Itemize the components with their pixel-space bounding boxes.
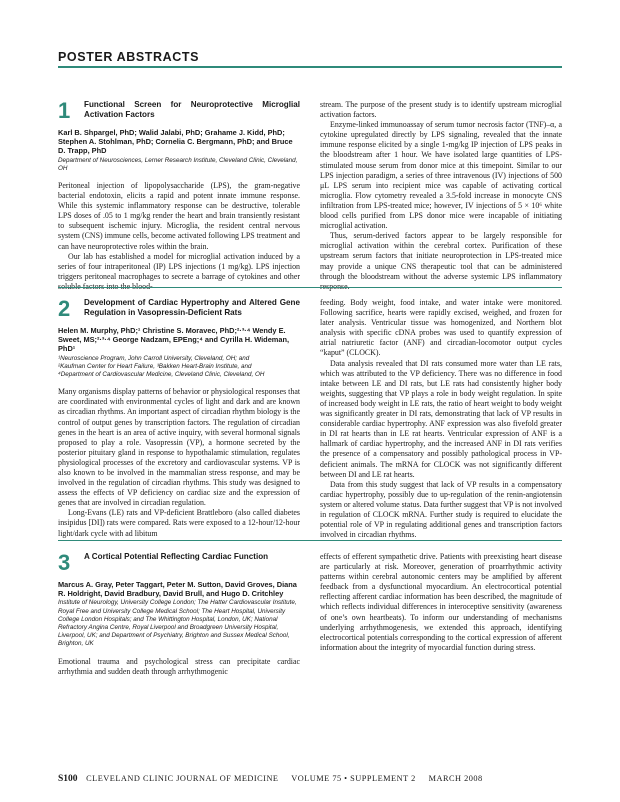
- abstract-authors: Marcus A. Gray, Peter Taggart, Peter M. Sutton, David Groves, Diana R. Holdright, David Bradbury, David Brull, and Hugo D. Critchley: [58, 580, 297, 599]
- paragraph: Thus, serum-derived factors appear to be largely responsible for microglial activation within the cerebral cortex. Purification of these upstream serum factors that initiate neuroprotection in LPS-treated mice may provide a unique CNS therapeutic tool that can be administered through the bloodstream without the adverse systemic LPS inflammatory: [320, 231, 562, 281]
- abstract-number: 2: [58, 296, 71, 321]
- paragraph: Peritoneal injection of lipopolysaccharide (LPS), the gram-negative bacterial endotoxin, elicits a rapid and potent innate immune response. While this systemic inflammatory response can be destructive, tolerable LPS doses of .05 to 1 mg/kg render the heart and brain transiently resistant to subsequent ischemic injury. Microglia, the resident central nervous system (CNS) immune cells, become activated following LPS treatment and can have neuroprotective roles within the brain.: [58, 181, 300, 251]
- header-rule: [58, 66, 562, 68]
- abstract-1-right-column: [320, 100, 562, 292]
- paragraph: Our lab has established a model for microglial activation induced by a series of four intraperitoneal (IP) LPS injections (1 mg/kg). LPS injection triggers peritoneal macrophages to secrete a barrage of cytokines and other: [58, 251, 300, 281]
- abstract-affiliation-line: ²Kaufman Center for Heart Failure, ³Bakken Heart-Brain Institute, and: [58, 362, 252, 370]
- paragraph: Enzyme-linked immunoassay of serum tumor necrosis factor (TNF)–α, a cytokine upregulated directly by LPS signaling, revealed that the innate immune response elicited by a single 1-mg/kg IP injection of LPS peaks in the bloodstream after 1 hour. We have isolated large quantities of LPS-stimulated mouse serum from donor mice at this timepoint. Similar to our LPS injection paradigm, a series of three intravenous (IV) injections of 500 μL LPS serum into recipient mice was capable of activating cortical microglia. Flow cytometry revealed a 3.5-fold increase in monocyte CNS infiltration from LPS-treated mice; however, IV injections of 5 × 10⁶ white blood cells purified from LPS donor mice were incapable of initiating microglial activation.: [320, 120, 562, 231]
- paragraph: stream. The purpose of the present study is to identify upstream microglial activation factors.: [320, 100, 562, 120]
- abstract-2: [58, 296, 562, 540]
- abstract-title: Functional Screen for Neuroprotective Microglial Activation Factors: [84, 100, 300, 119]
- abstract-title: A Cortical Potential Reflecting Cardiac Function: [84, 552, 269, 561]
- abstract-2-right-column: [320, 298, 562, 540]
- paragraph: Long-Evans (LE) rats and VP-deficient Brattleboro (also called diabetes insipidus [DI]) rats were compared. Rats were exposed to a 12-hour/12-hour light/dark cycle with ad libitum: [58, 508, 300, 538]
- abstract-affiliation-line: ¹Neuroscience Program, John Carroll University, Cleveland, OH; and: [58, 354, 250, 362]
- section-divider: [58, 540, 562, 541]
- page-number: S100: [58, 774, 78, 784]
- page-footer: [58, 774, 483, 784]
- abstract-authors: Helen M. Murphy, PhD;¹ Christine S. Moravec, PhD;²·³·⁴ Wendy E. Sweet, MS;²·³·⁴ George Nadzam, EPEng;⁴ and Cyrilla H. Wideman, PhD¹: [58, 326, 290, 354]
- abstract-body-left: [58, 181, 300, 292]
- abstract-body-left: [58, 387, 300, 538]
- abstract-authors: Karl B. Shpargel, PhD; Walid Jalabi, PhD; Grahame J. Kidd, PhD; Stephen A. Stohlman, PhD; Cornelia C. Bergmann, PhD; and Bruce D. Trapp, PhD: [58, 128, 293, 156]
- abstract-affiliation: Department of Neurosciences, Lerner Research Institute, Cleveland Clinic, Cleveland, OH: [58, 156, 298, 172]
- abstract-title: Development of Cardiac Hypertrophy and Altered Gene Regulation in Vasopressin-Deficient Rats: [84, 298, 300, 317]
- paragraph: effects of efferent sympathetic drive. Patients with preexisting heart disease are particularly at risk. Moreover, generation of proarrhythmic activity patterns within cerebral autonomic centers may be amplified by afferent feedback from a dysfunctional myocardium. An electrocortical potential reflecting afferent cardiac information has been described, the magnitude of which reflects individual differences in interoceptive sensitivity (awareness of one’s own heartbeats). To inform our understanding of mechanisms underlying arrhythmogenesis, we extended this approach, identifying electrocortical potentials corresponding to the cortical expression of afferent information about the integrity of myocardial function during stress.: [320, 552, 562, 652]
- section-header: POSTER ABSTRACTS: [58, 50, 200, 64]
- volume-info: VOLUME 75 • SUPPLEMENT 2: [291, 774, 416, 783]
- abstract-3-left-column: [58, 552, 300, 677]
- abstract-body-left: [58, 657, 300, 677]
- paragraph: Data analysis revealed that DI rats consumed more water than LE rats, which was attributed to the VP deficiency. There was no difference in food intake between LE and DI rats, but LE rats had consistently higher body weights, suggesting that VP plays a role in body weight regulation. In spite of increased body weight in LE rats, the ratio of heart weight to body weight was significantly greater in DI rats, demonstrating that lack of VP results in considerable cardiac hypertrophy. ANF expression was also fivefold greater in DI rat hearts than in LE rat hearts. Ventricular expression of ANF is a hallmark of cardiac hypertrophy, and the increased ANF in DI rats verifies the presence of a compensatory and possibly pathological process in VP-deficient animals. The mRNA for CLOCK was not significantly different between DI and LE rat hearts.: [320, 358, 562, 479]
- abstract-1: [58, 100, 562, 285]
- abstract-1-left-column: [58, 100, 300, 292]
- paragraph: Data from this study suggest that lack of VP results in a compensatory cardiac hypertrophy, possibly due to up-regulation of the renin-angiotensin system or altered volume status. Data further suggest that VP is not involved in regulation of CLOCK mRNA. Further study is required to elucidate the potential role of VP in regulating additional genes and transcription factors involved in circadian rhythms.: [320, 479, 562, 540]
- abstract-affiliation: Institute of Neurology, University College London; The Hatter Cardiovascular Institute, Royal Free and University College Medical School; The Heart Hospital, University College London Hospitals; and The Whittington Hospital, London, UK; National Refractory Angina Centre, Royal Liverpool and Broadgreen University Hospital, Liverpool, UK; and Department of Psychiatry, Brighton and Sussex Medical School, Brighton, UK: [58, 599, 297, 648]
- paragraph: feeding. Body weight, food intake, and water intake were monitored. Following sacrifice, hearts were rapidly excised, weighed, and frozen for later analysis. Ventricular tissue was homogenized, and Northern blot analysis with specific cDNA probes was used to quantify expression of atrial natriuretic factor (ANF) and circadian-locomotor output cycles “kaput” (CLOCK).: [320, 298, 562, 358]
- paragraph: Emotional trauma and psychological stress can precipitate cardiac arrhythmia and sudden death through arrhythmogenic: [58, 656, 300, 676]
- abstract-number: 1: [58, 98, 71, 123]
- abstract-2-left-column: [58, 298, 300, 539]
- issue-date: MARCH 2008: [428, 774, 483, 783]
- abstract-affiliation-line: ⁴Department of Cardiovascular Medicine, Cleveland Clinic, Cleveland, OH: [58, 371, 265, 379]
- abstract-3: [58, 552, 562, 762]
- paragraph: Many organisms display patterns of behavior or physiological responses that are coordinated with environmental cycles of light and dark and are known as circadian rhythms. An important aspect of circadian rhythm biology is the control of output genes by transcription factors. The regulation of circadian genes in the heart is an area of active inquiry, with several hormonal signals proposed to play a role. Vasopressin (VP), a hormone secreted by the posterior pituitary gland in response to hypothalamic stimulation, regulates physiological processes of the excretory and cardiovascular systems. VP is also known to be involved in the mammalian stress response, and may be involved in the regulation of circadian rhythms. This study was designed to assess the effects of VP deficiency on cardiac size and the expression of genes that are involved in circadian regulation.: [58, 387, 301, 508]
- journal-name: CLEVELAND CLINIC JOURNAL OF MEDICINE: [86, 774, 279, 783]
- section-divider: [58, 287, 562, 288]
- abstract-3-right-column: [320, 552, 562, 653]
- abstract-number: 3: [58, 550, 71, 575]
